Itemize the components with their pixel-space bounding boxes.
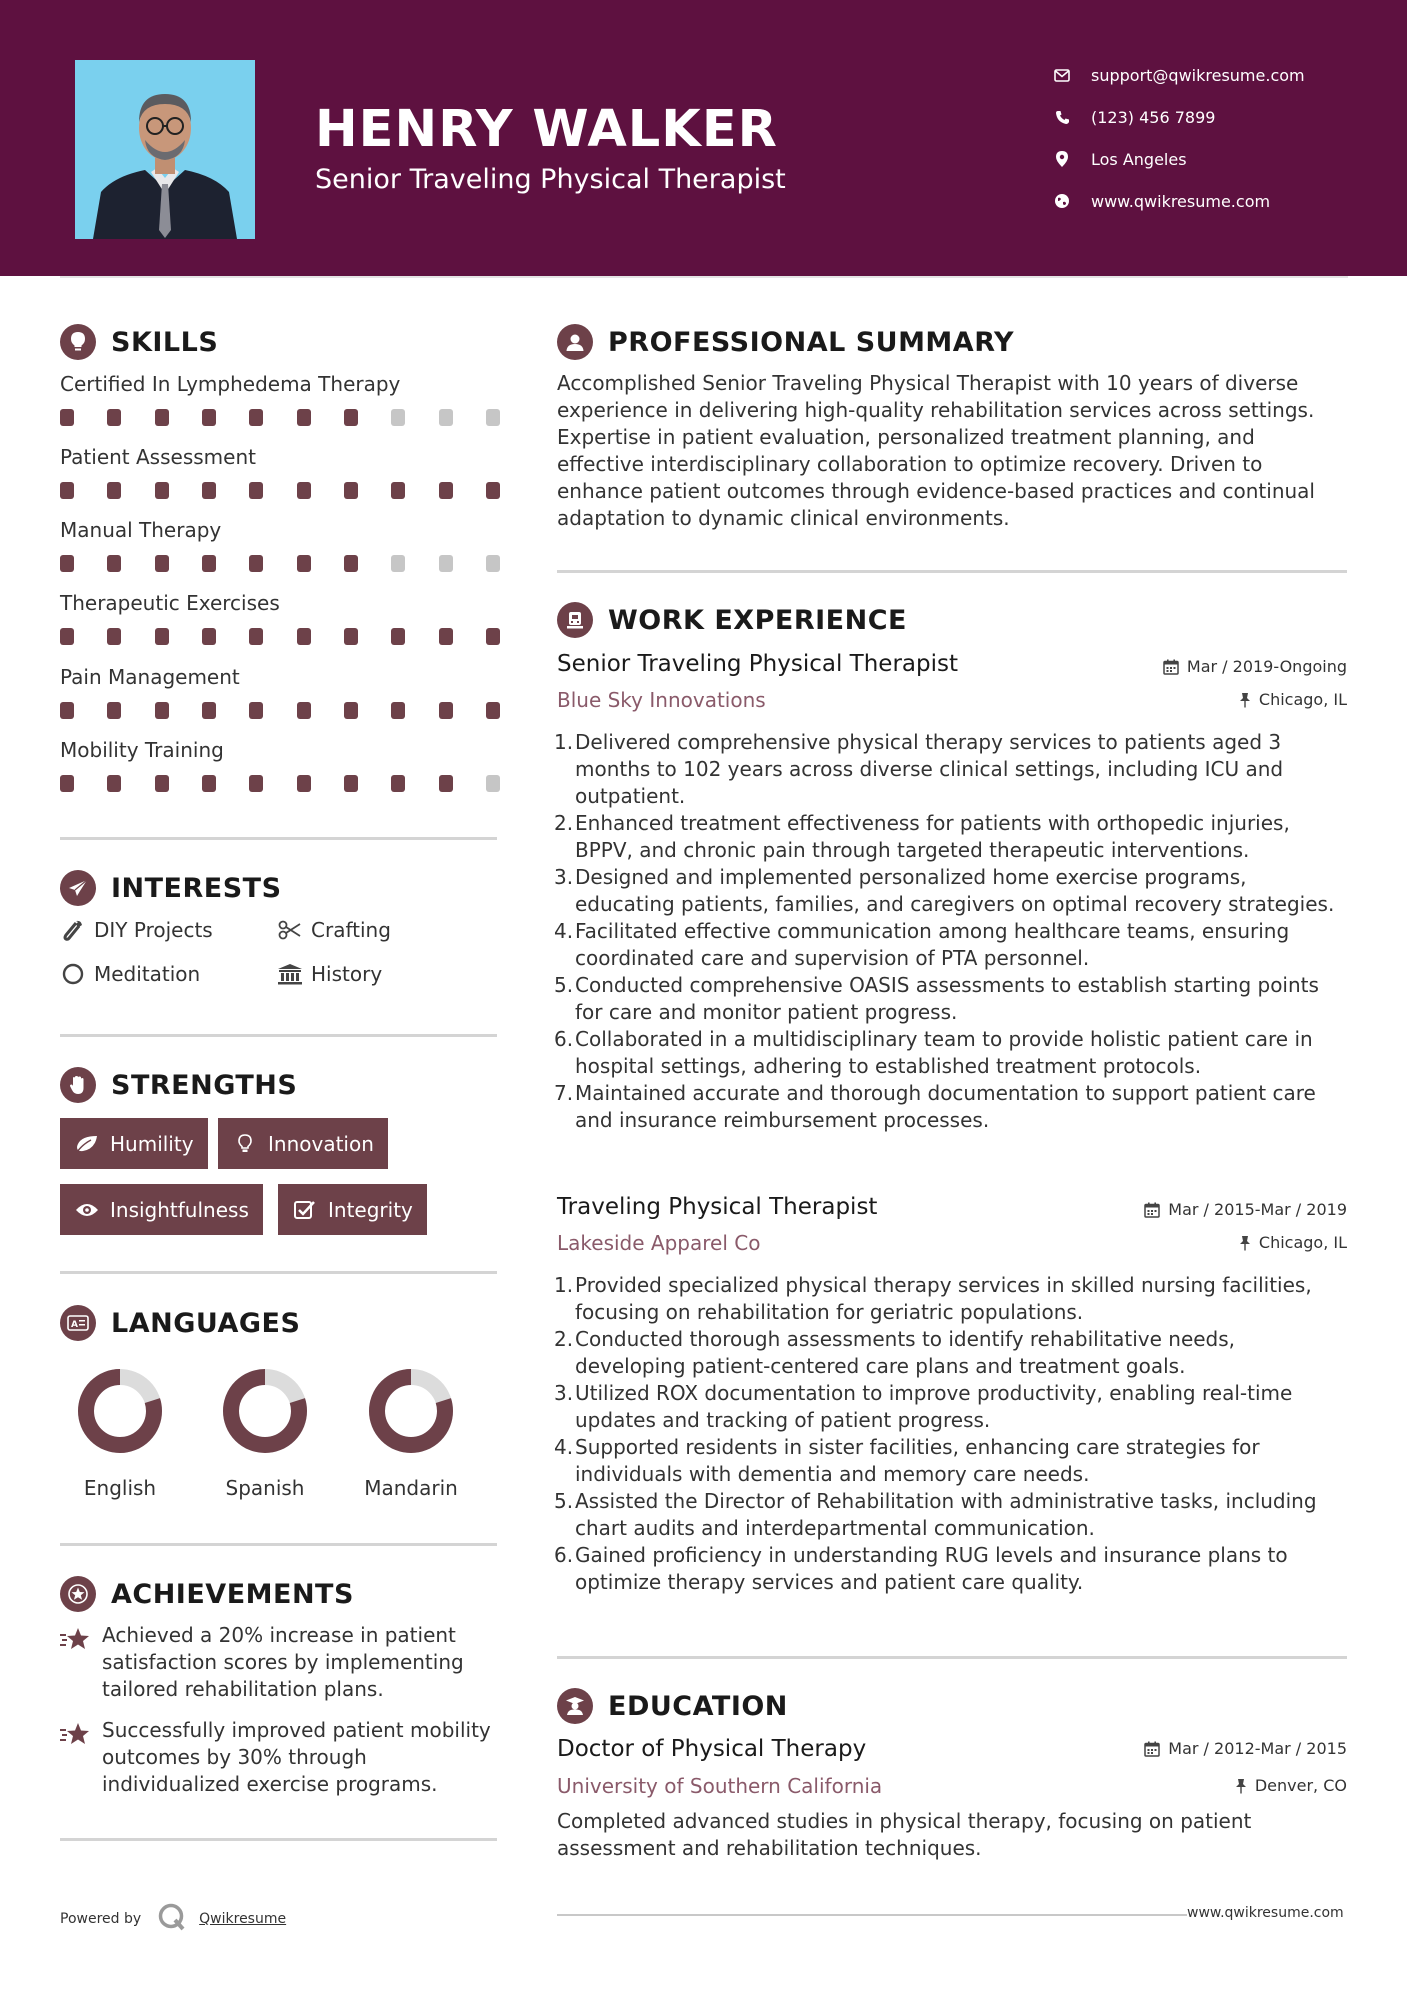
candidate-role: Senior Traveling Physical Therapist (315, 164, 786, 195)
skill-name: Certified In Lymphedema Therapy (60, 372, 401, 396)
languages-title: LANGUAGES (111, 1307, 301, 1339)
skill-dot (486, 482, 500, 499)
skill-dot (439, 775, 453, 792)
job-bullet: 2. Conducted thorough assessments to identify rehabilitative needs, developing patient-centered care plans and treatment goals. (554, 1327, 1236, 1378)
skill-dot (297, 409, 311, 426)
wrench-icon (60, 919, 86, 941)
section-divider (60, 1838, 497, 1841)
job-location (1239, 1233, 1347, 1252)
job-date (1163, 657, 1347, 676)
skill-dot (391, 775, 405, 792)
achievement-text: Successfully improved patient mobility outcomes by 30% through individualized exercise programs. (102, 1718, 491, 1796)
footer-url[interactable]: www.qwikresume.com (1187, 1905, 1344, 1921)
skill-dot (107, 628, 121, 645)
qwikresume-link[interactable]: Qwikresume (199, 1911, 287, 1927)
section-divider (60, 1271, 497, 1274)
skill-dot (344, 628, 358, 645)
skill-dot (60, 555, 74, 572)
language-name: Mandarin (364, 1476, 458, 1500)
achievement-item (60, 1717, 500, 1798)
skill-dot (107, 409, 121, 426)
skill-dot (391, 482, 405, 499)
skill-dot (249, 775, 263, 792)
pushpin-icon (1235, 1778, 1247, 1794)
calendar-icon (1144, 1741, 1160, 1757)
skill-dot (439, 555, 453, 572)
skills-heading (60, 324, 218, 360)
skill-dot (297, 482, 311, 499)
education-title: EDUCATION (608, 1690, 788, 1722)
skill-dot (391, 702, 405, 719)
section-divider (60, 1034, 497, 1037)
skill-rating (60, 482, 500, 499)
check-square-icon (292, 1199, 318, 1221)
language-icon (60, 1305, 96, 1341)
interest-item (277, 962, 382, 986)
strength-chip (60, 1118, 208, 1169)
phone-icon (1053, 108, 1071, 126)
contact-phone[interactable] (1053, 96, 1383, 138)
interest-item (277, 918, 391, 942)
user-icon (557, 324, 593, 360)
skill-name: Mobility Training (60, 738, 224, 762)
job-bullet: 3. Utilized ROX documentation to improve productivity, enabling real-time updates and tracking of patient progress. (554, 1381, 1293, 1432)
skill-dot (344, 775, 358, 792)
school-name: University of Southern California (557, 1774, 883, 1798)
education-date-text: Mar / 2012-Mar / 2015 (1168, 1739, 1347, 1758)
languages-heading (60, 1305, 300, 1341)
skill-dot (107, 482, 121, 499)
skill-dot (297, 702, 311, 719)
scissors-icon (277, 919, 303, 941)
achievement-text: Achieved a 20% increase in patient satisfaction scores by implementing tailored rehabilitation plans. (102, 1623, 464, 1701)
calendar-icon (1163, 659, 1179, 675)
skill-dot (155, 409, 169, 426)
job-bullets (554, 1272, 1347, 1596)
skill-rating (60, 702, 500, 719)
skill-dot (391, 409, 405, 426)
contact-website[interactable] (1053, 180, 1383, 222)
skill-dot (60, 775, 74, 792)
skill-dot (60, 482, 74, 499)
map-pin-icon (1053, 150, 1071, 168)
skill-dot (439, 409, 453, 426)
skill-dot (60, 628, 74, 645)
skills-title: SKILLS (111, 326, 219, 358)
skill-dot (202, 555, 216, 572)
circle-icon (60, 963, 86, 985)
education-date (1144, 1739, 1347, 1758)
contact-location-text: Los Angeles (1091, 149, 1187, 169)
skill-name: Therapeutic Exercises (60, 591, 280, 615)
interest-item (60, 962, 200, 986)
pushpin-icon (1239, 1235, 1251, 1251)
job-title: Traveling Physical Therapist (557, 1194, 878, 1220)
language-donut (222, 1368, 308, 1454)
job-bullet: 2. Enhanced treatment effectiveness for patients with orthopedic injuries, BPPV, and chronic pain through targeted therapeutic interventions. (554, 811, 1290, 862)
education-location-text: Denver, CO (1254, 1776, 1347, 1795)
language-name: English (83, 1476, 157, 1500)
job-bullet: 7. Maintained accurate and thorough documentation to support patient care and insurance reimbursement processes. (554, 1081, 1316, 1132)
skill-rating (60, 628, 500, 645)
job-bullet: 6. Gained proficiency in understanding RUG levels and insurance plans to optimize therapy services and patient care quality. (554, 1543, 1288, 1594)
strength-label: Insightfulness (110, 1197, 249, 1222)
summary-title: PROFESSIONAL SUMMARY (608, 326, 1015, 358)
job-bullet: 3. Designed and implemented personalized home exercise programs, educating patients, families, and caregivers on optimal recovery strategies. (554, 865, 1335, 916)
skill-dot (249, 409, 263, 426)
skill-dot (249, 628, 263, 645)
leaf-icon (74, 1133, 100, 1155)
job-location (1239, 690, 1347, 709)
calendar-icon (1144, 1202, 1160, 1218)
skill-rating (60, 555, 500, 572)
job-date (1144, 1200, 1347, 1219)
language-name: Spanish (225, 1476, 305, 1500)
skill-dot (202, 702, 216, 719)
job-bullet: 1. Provided specialized physical therapy services in skilled nursing facilities, focusing on rehabilitation for geriatric populations. (554, 1273, 1312, 1324)
strength-chip (60, 1184, 263, 1235)
star-badge-icon (60, 1576, 96, 1612)
institution-icon (277, 963, 303, 985)
section-divider (557, 570, 1347, 573)
skill-dot (486, 702, 500, 719)
skill-dot (297, 775, 311, 792)
language-donut (368, 1368, 454, 1454)
skill-dot (344, 482, 358, 499)
skill-rating (60, 409, 500, 426)
globe-icon (1053, 192, 1071, 210)
skill-dot (155, 555, 169, 572)
education-heading (557, 1688, 788, 1724)
contact-email-text: support@qwikresume.com (1091, 65, 1305, 85)
job-bullet: 5. Assisted the Director of Rehabilitation with administrative tasks, including chart audits and interdepartmental communication. (554, 1489, 1317, 1540)
strengths-heading (60, 1067, 297, 1103)
resume-header (0, 0, 1407, 276)
summary-text: Accomplished Senior Traveling Physical Therapist with 10 years of diverse experience in delivering high-quality rehabilitation services across settings. Expertise in patient evaluation, personalized treatment planning, and effective interdisciplinary collaboration to optimize recovery. Driven to enhance patient outcomes through evidence-based practices and continual adaptation to dynamic clinical environments. (557, 371, 1315, 530)
language-item (195, 1368, 335, 1500)
strength-label: Humility (110, 1131, 194, 1156)
skill-dot (202, 775, 216, 792)
skill-dot (155, 775, 169, 792)
skill-dot (344, 555, 358, 572)
qwikresume-logo-icon (157, 1902, 187, 1936)
job-bullet: 4. Supported residents in sister facilities, enhancing care strategies for individuals with dementia and memory care needs. (554, 1435, 1260, 1486)
briefcase-icon (557, 602, 593, 638)
interests-title: INTERESTS (111, 872, 282, 904)
skill-dot (107, 555, 121, 572)
contact-location (1053, 138, 1383, 180)
envelope-icon (1053, 66, 1071, 84)
eye-icon (74, 1199, 100, 1221)
skill-dot (202, 628, 216, 645)
job-bullet: 5. Conducted comprehensive OASIS assessments to establish starting points for care and monitor patient progress. (554, 973, 1319, 1024)
star-icon (60, 1721, 92, 1749)
section-divider (60, 1543, 497, 1546)
contact-website-text: www.qwikresume.com (1091, 191, 1271, 211)
job-bullets (554, 729, 1347, 1134)
skill-dot (486, 775, 500, 792)
interest-label: History (311, 962, 383, 986)
skill-name: Pain Management (60, 665, 240, 689)
skill-dot (439, 628, 453, 645)
job-bullet: 4. Facilitated effective communication among healthcare teams, ensuring coordinated care and supervision of PTA personnel. (554, 919, 1290, 970)
skill-dot (344, 702, 358, 719)
skill-dot (249, 555, 263, 572)
header-divider (60, 276, 1348, 278)
skill-dot (60, 409, 74, 426)
interest-item (60, 918, 213, 942)
skill-rating (60, 775, 500, 792)
strengths-title: STRENGTHS (111, 1069, 298, 1101)
skill-dot (249, 702, 263, 719)
skill-dot (155, 628, 169, 645)
language-item (341, 1368, 481, 1500)
skill-dot (60, 702, 74, 719)
skill-dot (439, 482, 453, 499)
interest-label: Meditation (94, 962, 201, 986)
footer-divider (557, 1914, 1187, 1916)
contact-email[interactable] (1053, 54, 1383, 96)
skill-dot (297, 628, 311, 645)
achievements-heading (60, 1576, 354, 1612)
interest-label: DIY Projects (94, 918, 213, 942)
strength-chip (278, 1184, 427, 1235)
skill-dot (249, 482, 263, 499)
skill-dot (155, 482, 169, 499)
hand-icon (60, 1067, 96, 1103)
powered-by-label: Powered by (60, 1911, 142, 1927)
summary-heading (557, 324, 1014, 360)
star-icon (60, 1626, 92, 1654)
profile-photo (75, 60, 255, 239)
language-donut (77, 1368, 163, 1454)
job-company: Lakeside Apparel Co (557, 1231, 761, 1255)
education-description: Completed advanced studies in physical therapy, focusing on patient assessment and rehabilitation techniques. (557, 1809, 1252, 1860)
contact-phone-text: (123) 456 7899 (1091, 107, 1216, 127)
achievements-title: ACHIEVEMENTS (111, 1578, 354, 1610)
job-company: Blue Sky Innovations (557, 688, 766, 712)
skill-dot (107, 702, 121, 719)
candidate-name: HENRY WALKER (315, 100, 778, 159)
job-date-text: Mar / 2015-Mar / 2019 (1168, 1200, 1347, 1219)
skill-dot (391, 555, 405, 572)
language-item (50, 1368, 190, 1500)
job-location-text: Chicago, IL (1258, 690, 1347, 709)
skill-name: Patient Assessment (60, 445, 256, 469)
svg-text:A: A (71, 1320, 78, 1330)
skill-dot (202, 482, 216, 499)
powered-by (60, 1902, 286, 1936)
experience-title: WORK EXPERIENCE (608, 604, 907, 636)
section-divider (60, 837, 497, 840)
pushpin-icon (1239, 692, 1251, 708)
skill-dot (344, 409, 358, 426)
contact-list (1053, 54, 1383, 222)
skill-dot (486, 555, 500, 572)
lightbulb-icon (232, 1133, 258, 1155)
skill-dot (297, 555, 311, 572)
skill-dot (107, 775, 121, 792)
paper-plane-icon (60, 870, 96, 906)
strength-chip (218, 1118, 388, 1169)
education-location (1235, 1776, 1347, 1795)
skill-name: Manual Therapy (60, 518, 222, 542)
strength-label: Innovation (268, 1131, 374, 1156)
experience-heading (557, 602, 907, 638)
achievement-item (60, 1622, 500, 1703)
skill-dot (391, 628, 405, 645)
job-bullet: 6. Collaborated in a multidisciplinary team to provide holistic patient care in hospital settings, adhering to established treatment protocols. (554, 1027, 1313, 1078)
skill-dot (486, 628, 500, 645)
job-date-text: Mar / 2019-Ongoing (1186, 657, 1347, 676)
section-divider (557, 1656, 1347, 1659)
lightbulb-icon (60, 324, 96, 360)
interests-heading (60, 870, 282, 906)
degree-title: Doctor of Physical Therapy (557, 1736, 867, 1762)
skill-dot (486, 409, 500, 426)
job-title: Senior Traveling Physical Therapist (557, 651, 958, 677)
skill-dot (202, 409, 216, 426)
interest-label: Crafting (311, 918, 391, 942)
strength-label: Integrity (328, 1197, 413, 1222)
graduate-icon (557, 1688, 593, 1724)
skill-dot (155, 702, 169, 719)
job-bullet: 1. Delivered comprehensive physical therapy services to patients aged 3 months to 102 years across diverse clinical settings, including ICU and outpatient. (554, 730, 1284, 808)
skill-dot (439, 702, 453, 719)
job-location-text: Chicago, IL (1258, 1233, 1347, 1252)
